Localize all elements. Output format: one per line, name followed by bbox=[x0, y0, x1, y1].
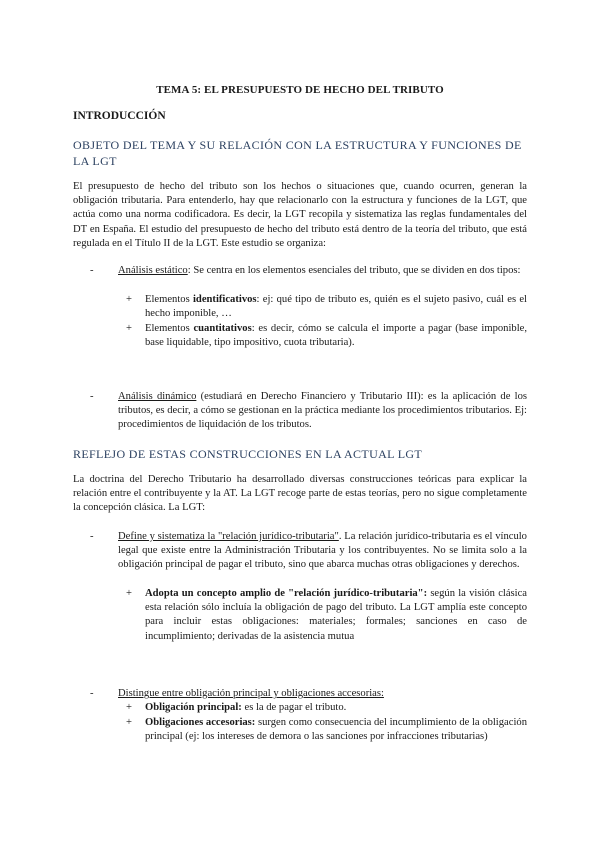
sub-body bbox=[145, 322, 527, 350]
sub-bold: Obligación principal: bbox=[145, 702, 242, 713]
sub-post: surgen como consecuencia del incumplimiento de la obligación principal (ej: los intereses de demora o las sanciones por infracciones tributarias) bbox=[145, 717, 527, 743]
sub-post: : es decir, cómo se calcula el importe a pagar (base imponible, base liquidable, tipo impositivo, cuota tributaria). bbox=[145, 323, 527, 349]
bullet-dash: - bbox=[90, 391, 94, 402]
sub-body bbox=[145, 716, 527, 744]
bullet-body bbox=[118, 530, 527, 573]
bullet-label: Define y sistematiza la "relación jurídico-tributaria" bbox=[118, 531, 339, 542]
bullet-dash: - bbox=[90, 688, 94, 699]
sub-body bbox=[145, 293, 527, 321]
sub-pre: Elementos bbox=[145, 294, 193, 305]
sub-post: : ej: qué tipo de tributo es, quién es el sujeto pasivo, cuál es el hecho imponible, … bbox=[145, 294, 527, 320]
sub-body bbox=[145, 701, 527, 715]
bullet-dash: - bbox=[90, 265, 94, 276]
paragraph-intro: El presupuesto de hecho del tributo son los hechos o situaciones que, cuando ocurren, generan la obligación tributaria. Para entenderlo, hay que relacionarlo con la estructura y funciones de la LGT, que actúa como una norma codificadora. Es decir, la LGT recopila y sistematiza las reglas fundamentales del DT en España. El estudio del presupuesto de hecho del tributo está dentro de la teoría del tributo, que está regulada en el Título II de la LGT. Este estudio se organiza: bbox=[73, 181, 527, 249]
bullet-text: . La relación jurídico-tributaria es el vínculo legal que existe entre la Administración Tributaria y los contribuyentes. No se limita solo a la obligación principal de pagar el tributo, sino que abarca muchas otras obligaciones y derechos. bbox=[118, 531, 527, 571]
sub-plus: + bbox=[126, 588, 132, 599]
bullet-body bbox=[118, 264, 527, 278]
section1-heading: OBJETO DEL TEMA Y SU RELACIÓN CON LA ESTRUCTURA Y FUNCIONES DE LA LGT bbox=[73, 138, 522, 168]
sub-plus: + bbox=[126, 702, 132, 713]
sub-bold: cuantitativos bbox=[193, 323, 252, 334]
sub-bold: Adopta un concepto amplio de "relación jurídico-tributaria": bbox=[145, 588, 428, 599]
bullet-text: (estudiará en Derecho Financiero y Tributario III): es la aplicación de los tributos, es decir, a cómo se gestionan en la práctica mediante los procedimientos tributarios. Ej: procedimientos de liquidación de los tributos. bbox=[118, 391, 528, 431]
bullet-body bbox=[118, 687, 527, 701]
bullet-label: Análisis dinámico bbox=[118, 391, 197, 402]
intro-heading: INTRODUCCIÓN bbox=[73, 110, 166, 122]
sub-plus: + bbox=[126, 294, 132, 305]
paragraph-doctrina: La doctrina del Derecho Tributario ha desarrollado diversas construcciones teóricas para explicar la relación entre el contribuyente y la AT. La LGT recoge parte de estas teorías, pero no sigue completamente la concepción clásica. La LGT: bbox=[73, 474, 527, 514]
sub-pre: Elementos bbox=[145, 323, 194, 334]
bullet-label: Análisis estático bbox=[118, 265, 188, 276]
sub-plus: + bbox=[126, 323, 132, 334]
sub-body bbox=[145, 587, 527, 644]
sub-bold: Obligaciones accesorias: bbox=[145, 717, 256, 728]
bullet-body bbox=[118, 390, 527, 433]
sub-plus: + bbox=[126, 717, 132, 728]
document-title: TEMA 5: EL PRESUPUESTO DE HECHO DEL TRIBUTO bbox=[156, 84, 444, 96]
bullet-dash: - bbox=[90, 531, 94, 542]
bullet-label: Distingue entre obligación principal y obligaciones accesorias: bbox=[118, 688, 384, 699]
section2-heading: REFLEJO DE ESTAS CONSTRUCCIONES EN LA ACTUAL LGT bbox=[73, 447, 423, 461]
bullet-text: : Se centra en los elementos esenciales del tributo, que se dividen en dos tipos: bbox=[187, 265, 521, 276]
sub-bold: identificativos bbox=[192, 294, 257, 305]
sub-post: es la de pagar el tributo. bbox=[241, 702, 347, 713]
sub-post: según la visión clásica esta relación sólo incluía la obligación de pago del tributo. La LGT amplía este concepto para incluir estas obligaciones: materiales; formales; sanciones en caso de incumplimiento; derivadas de la asistencia mutua bbox=[145, 588, 528, 642]
